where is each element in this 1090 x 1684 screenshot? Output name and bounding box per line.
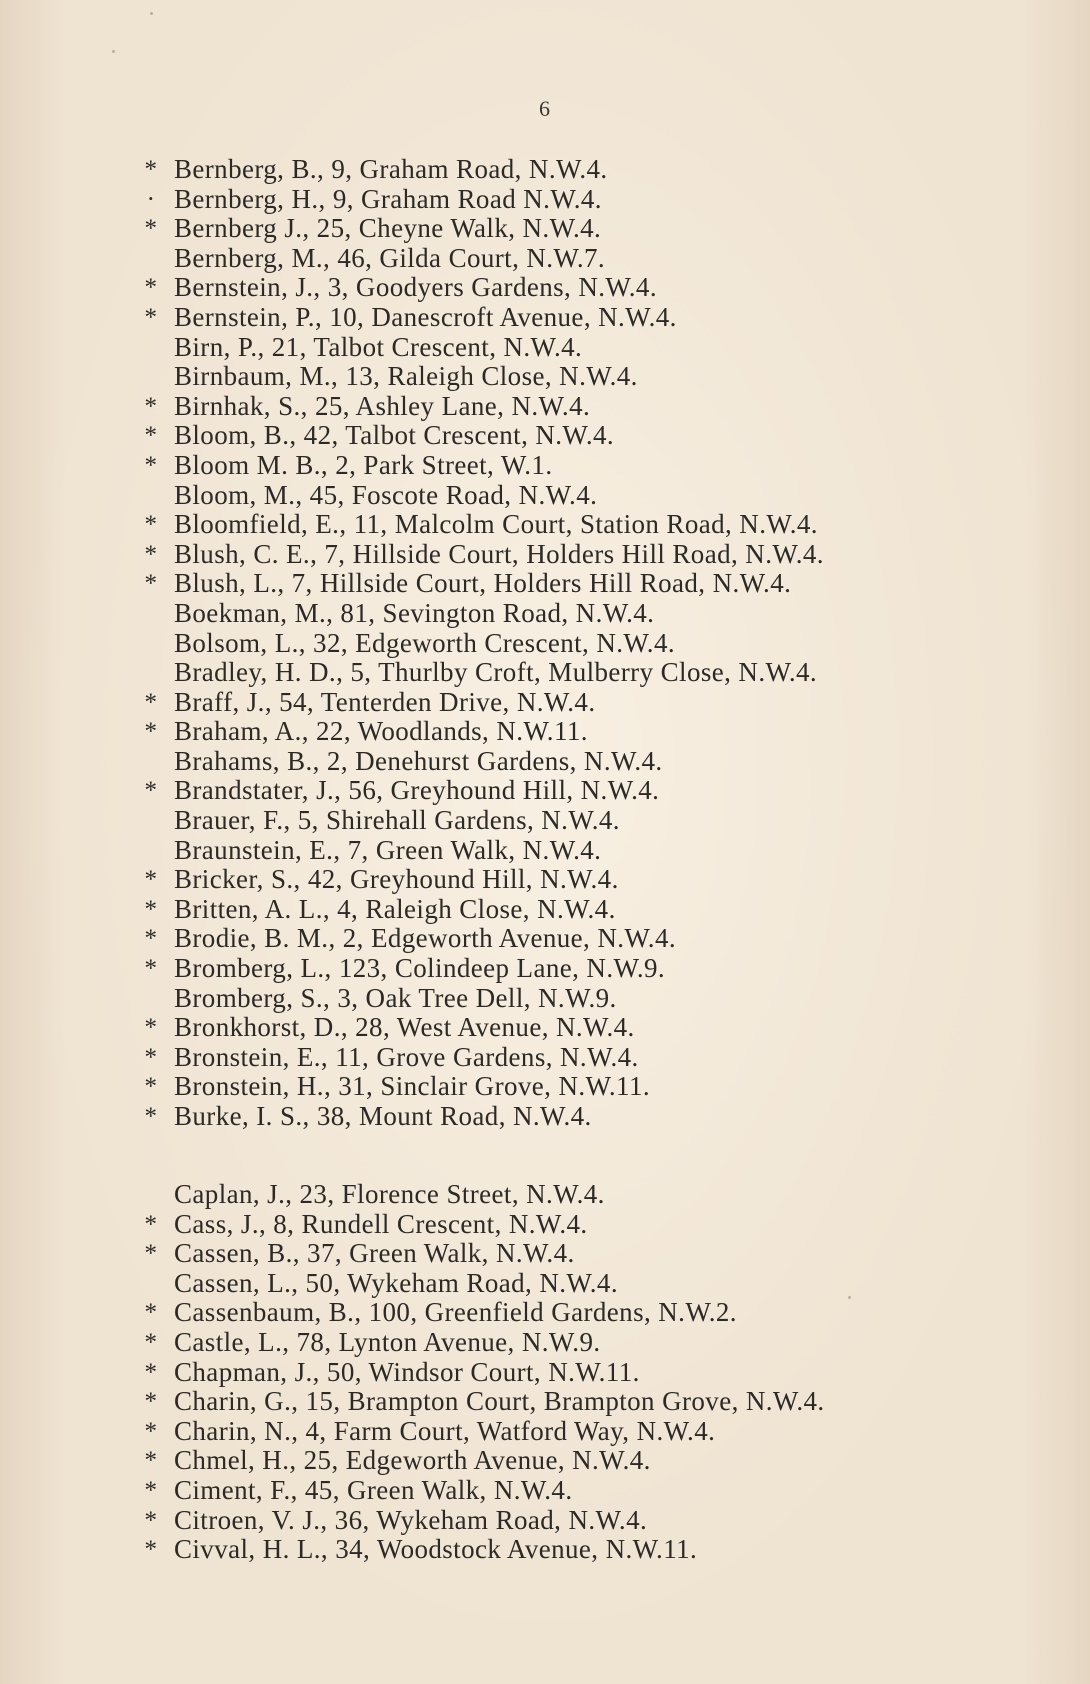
directory-entry [140, 658, 1070, 688]
entry-text: Bloomfield, E., 11, Malcolm Court, Station Road, N.W.4. [174, 509, 818, 540]
entry-marker: * [144, 540, 158, 568]
directory-entry [140, 1013, 1070, 1043]
entry-text: Boekman, M., 81, Sevington Road, N.W.4. [174, 597, 655, 628]
entry-text: Cassen, B., 37, Green Walk, N.W.4. [174, 1238, 575, 1269]
entry-text: Braff, J., 54, Tenterden Drive, N.W.4. [174, 686, 596, 717]
directory-entry [140, 1102, 1070, 1132]
directory-entry [140, 481, 1070, 511]
directory-entry [140, 1446, 1070, 1476]
entry-text: Bloom, M., 45, Foscote Road, N.W.4. [174, 479, 598, 510]
entry-text: Brauer, F., 5, Shirehall Gardens, N.W.4. [174, 805, 620, 836]
entry-marker: * [144, 1073, 158, 1101]
directory-entry [140, 1358, 1070, 1388]
directory-entry [140, 1535, 1070, 1565]
entry-marker: * [144, 777, 158, 805]
directory-entry [140, 629, 1070, 659]
entry-marker: * [144, 511, 158, 539]
entry-text: Bernberg, H., 9, Graham Road N.W.4. [174, 183, 602, 214]
entry-text: Bernberg, M., 46, Gilda Court, N.W.7. [174, 242, 606, 273]
directory-entry [140, 569, 1070, 599]
paper-speck [112, 50, 115, 53]
entry-text: Cass, J., 8, Rundell Crescent, N.W.4. [174, 1208, 588, 1239]
entry-text: Britten, A. L., 4, Raleigh Close, N.W.4. [174, 893, 616, 924]
entry-text: Castle, L., 78, Lynton Avenue, N.W.9. [174, 1326, 601, 1357]
entry-marker: * [144, 1417, 158, 1445]
directory-entry [140, 1328, 1070, 1358]
entry-text: Bronstein, H., 31, Sinclair Grove, N.W.11. [174, 1071, 650, 1102]
entry-marker: * [144, 156, 158, 183]
entry-marker: * [144, 274, 158, 302]
entry-marker: * [144, 422, 158, 450]
entry-text: Bloom M. B., 2, Park Street, W.1. [174, 449, 553, 480]
directory-entry [140, 421, 1070, 451]
entry-marker: * [144, 570, 158, 598]
entry-text: Brodie, B. M., 2, Edgeworth Avenue, N.W.4. [174, 923, 676, 954]
entry-marker: * [144, 215, 158, 243]
directory-entry [140, 155, 1070, 185]
entry-marker: * [144, 1536, 158, 1564]
entry-text: Charin, N., 4, Farm Court, Watford Way, N.W.4. [174, 1415, 716, 1446]
entry-marker: * [144, 1447, 158, 1475]
entry-marker: * [144, 1103, 158, 1130]
directory-entry [140, 451, 1070, 481]
directory-entry [140, 924, 1070, 954]
entry-text: Bricker, S., 42, Greyhound Hill, N.W.4. [174, 864, 619, 895]
entry-text: Braunstein, E., 7, Green Walk, N.W.4. [174, 834, 602, 865]
entry-marker: * [144, 1014, 158, 1042]
entry-text: Bronstein, E., 11, Grove Gardens, N.W.4. [174, 1041, 639, 1072]
entry-marker: * [144, 895, 158, 923]
entry-marker: * [144, 303, 158, 331]
entry-marker: * [144, 688, 158, 716]
entry-text: Brandstater, J., 56, Greyhound Hill, N.W.4. [174, 775, 660, 806]
directory-entry [140, 806, 1070, 836]
entry-text: Birn, P., 21, Talbot Crescent, N.W.4. [174, 331, 583, 362]
entry-text: Bromberg, S., 3, Oak Tree Dell, N.W.9. [174, 982, 617, 1013]
entry-marker: * [144, 1240, 158, 1268]
directory-entry [140, 392, 1070, 422]
directory-entry [140, 1298, 1070, 1328]
entry-marker: * [144, 1388, 158, 1416]
entry-text: Citroen, V. J., 36, Wykeham Road, N.W.4. [174, 1504, 648, 1535]
directory-entry [140, 1417, 1070, 1447]
entry-text: Bronkhorst, D., 28, West Avenue, N.W.4. [174, 1012, 635, 1043]
entry-marker: * [144, 1299, 158, 1327]
entry-text: Civval, H. L., 34, Woodstock Avenue, N.W.11. [174, 1534, 698, 1565]
directory-entry [140, 333, 1070, 363]
entry-text: Bernberg J., 25, Cheyne Walk, N.W.4. [174, 213, 602, 244]
directory-entry [140, 717, 1070, 747]
entry-text: Burke, I. S., 38, Mount Road, N.W.4. [174, 1101, 592, 1131]
directory-section-c [140, 1180, 1070, 1565]
entry-text: Charin, G., 15, Brampton Court, Brampton Grove, N.W.4. [174, 1386, 825, 1417]
entry-text: Chmel, H., 25, Edgeworth Avenue, N.W.4. [174, 1445, 651, 1476]
directory-entry [140, 1180, 1070, 1210]
entry-text: Brahams, B., 2, Denehurst Gardens, N.W.4. [174, 745, 663, 776]
directory-entry [140, 688, 1070, 718]
directory-entry [140, 1269, 1070, 1299]
directory-entry [140, 303, 1070, 333]
entry-text: Blush, L., 7, Hillside Court, Holders Hill Road, N.W.4. [174, 568, 792, 599]
entry-marker: * [144, 1043, 158, 1071]
directory-entry [140, 185, 1070, 215]
directory-entry [140, 747, 1070, 777]
directory-entry [140, 244, 1070, 274]
paper-speck [150, 12, 153, 15]
entry-marker: * [144, 1210, 158, 1238]
entry-marker: * [144, 866, 158, 894]
directory-entry [140, 510, 1070, 540]
directory-section-b [140, 155, 1070, 1132]
entry-marker: * [144, 451, 158, 479]
directory-entry [140, 1072, 1070, 1102]
entry-text: Blush, C. E., 7, Hillside Court, Holders Hill Road, N.W.4. [174, 538, 824, 569]
entry-text: Bradley, H. D., 5, Thurlby Croft, Mulberry Close, N.W.4. [174, 657, 818, 688]
directory-entry [140, 865, 1070, 895]
entry-marker: * [144, 392, 158, 420]
entry-text: Braham, A., 22, Woodlands, N.W.11. [174, 716, 588, 747]
directory-entry [140, 1043, 1070, 1073]
directory-entry [140, 954, 1070, 984]
entry-text: Bernstein, J., 3, Goodyers Gardens, N.W.4. [174, 272, 657, 303]
entry-text: Ciment, F., 45, Green Walk, N.W.4. [174, 1474, 573, 1505]
entry-marker: * [144, 1476, 158, 1504]
entry-marker: * [144, 1506, 158, 1534]
entry-text: Bernstein, P., 10, Danescroft Avenue, N.W.4. [174, 301, 677, 332]
entry-text: Bloom, B., 42, Talbot Crescent, N.W.4. [174, 420, 615, 451]
page-number: 6 [539, 96, 551, 121]
directory-entry [140, 362, 1070, 392]
entry-text: Cassenbaum, B., 100, Greenfield Gardens, N.W.2. [174, 1297, 737, 1328]
directory-entry [140, 1239, 1070, 1269]
entry-text: Caplan, J., 23, Florence Street, N.W.4. [174, 1179, 605, 1209]
entry-marker: * [144, 1358, 158, 1386]
entry-text: Cassen, L., 50, Wykeham Road, N.W.4. [174, 1267, 618, 1298]
directory-entry [140, 836, 1070, 866]
entry-marker: * [144, 718, 158, 746]
directory-entry [140, 599, 1070, 629]
entry-text: Bromberg, L., 123, Colindeep Lane, N.W.9. [174, 953, 666, 984]
directory-entry [140, 1476, 1070, 1506]
entry-marker: * [144, 955, 158, 983]
entry-marker: * [144, 1328, 158, 1356]
directory-entry [140, 540, 1070, 570]
directory-entry [140, 895, 1070, 925]
directory-entry [140, 1210, 1070, 1240]
entry-marker: * [144, 925, 158, 953]
entry-marker: · [146, 185, 156, 213]
directory-entry [140, 1506, 1070, 1536]
entry-text: Chapman, J., 50, Windsor Court, N.W.11. [174, 1356, 640, 1387]
directory-entry [140, 984, 1070, 1014]
directory-entry [140, 1387, 1070, 1417]
entry-text: Birnhak, S., 25, Ashley Lane, N.W.4. [174, 390, 591, 421]
directory-entry [140, 776, 1070, 806]
directory-entry [140, 273, 1070, 303]
entry-text: Bernberg, B., 9, Graham Road, N.W.4. [174, 154, 608, 184]
entry-text: Bolsom, L., 32, Edgeworth Crescent, N.W.4. [174, 627, 675, 658]
entry-text: Birnbaum, M., 13, Raleigh Close, N.W.4. [174, 361, 638, 392]
directory-entry [140, 214, 1070, 244]
